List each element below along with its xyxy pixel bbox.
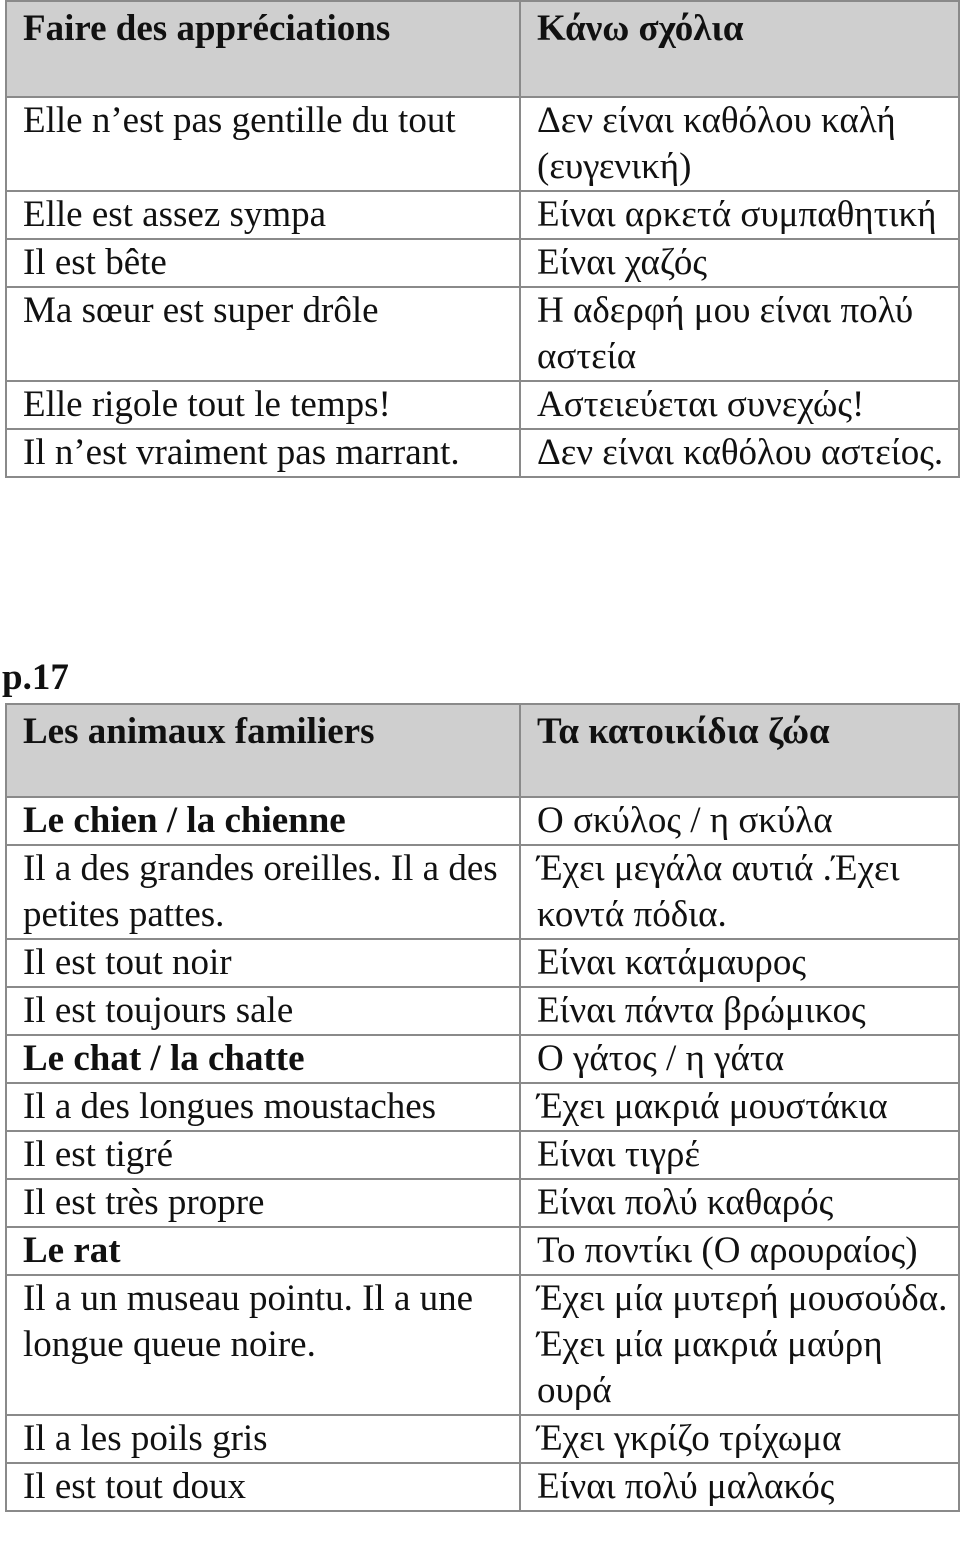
table-row-animal-heading — [6, 1227, 959, 1275]
greek-cell: Δεν είναι καθόλου αστείος. — [520, 429, 959, 477]
french-cell: Il est tigré — [6, 1131, 520, 1179]
french-cell: Le chien / la chienne — [6, 797, 520, 845]
table-row — [6, 1275, 959, 1415]
table-row — [6, 845, 959, 939]
greek-cell: Είναι κατάμαυρος — [520, 939, 959, 987]
greek-cell: Είναι πολύ μαλακός — [520, 1463, 959, 1511]
greek-cell: Είναι πολύ καθαρός — [520, 1179, 959, 1227]
greek-cell: Είναι χαζός — [520, 239, 959, 287]
vocab-table-appreciations — [5, 0, 960, 478]
table-row — [6, 97, 959, 191]
greek-cell: Έχει γκρίζο τρίχωμα — [520, 1415, 959, 1463]
french-cell: Elle n’est pas gentille du tout — [6, 97, 520, 191]
table-row — [6, 987, 959, 1035]
greek-cell: Ο σκύλος / η σκύλα — [520, 797, 959, 845]
french-cell: Il a les poils gris — [6, 1415, 520, 1463]
french-cell: Il est toujours sale — [6, 987, 520, 1035]
greek-cell: Είναι αρκετά συμπαθητική — [520, 191, 959, 239]
french-cell: Il est très propre — [6, 1179, 520, 1227]
french-cell: Le rat — [6, 1227, 520, 1275]
greek-cell: Δεν είναι καθόλου καλή (ευγενική) — [520, 97, 959, 191]
table-header-row — [6, 704, 959, 797]
table-row — [6, 191, 959, 239]
table-header-row — [6, 1, 959, 97]
french-cell: Le chat / la chatte — [6, 1035, 520, 1083]
table-row — [6, 1131, 959, 1179]
french-cell: Il est tout doux — [6, 1463, 520, 1511]
vocab-table-pets — [5, 703, 960, 1512]
french-cell: Elle rigole tout le temps! — [6, 381, 520, 429]
table-row — [6, 939, 959, 987]
table-row — [6, 1083, 959, 1131]
greek-cell: Το ποντίκι (Ο αρουραίος) — [520, 1227, 959, 1275]
french-cell: Il est tout noir — [6, 939, 520, 987]
french-cell: Il n’est vraiment pas marrant. — [6, 429, 520, 477]
greek-cell: Έχει μεγάλα αυτιά .Έχει κοντά πόδια. — [520, 845, 959, 939]
table-row — [6, 1415, 959, 1463]
table-row — [6, 381, 959, 429]
french-cell: Il a des grandes oreilles. Il a des petites pattes. — [6, 845, 520, 939]
greek-cell: Έχει μία μυτερή μουσούδα. Έχει μία μακριά μαύρη ουρά — [520, 1275, 959, 1415]
french-cell: Il a des longues moustaches — [6, 1083, 520, 1131]
table-row — [6, 287, 959, 381]
page-number-label: p.17 — [2, 657, 69, 698]
table-row — [6, 239, 959, 287]
table-row — [6, 429, 959, 477]
greek-cell: Είναι πάντα βρώμικος — [520, 987, 959, 1035]
table-row — [6, 1463, 959, 1511]
french-cell: Il a un museau pointu. Il a une longue queue noire. — [6, 1275, 520, 1415]
greek-cell: Είναι τιγρέ — [520, 1131, 959, 1179]
header-greek: Κάνω σχόλια — [520, 1, 959, 97]
greek-cell: Ο γάτος / η γάτα — [520, 1035, 959, 1083]
header-french: Les animaux familiers — [6, 704, 520, 797]
header-french: Faire des appréciations — [6, 1, 520, 97]
table-row-animal-heading — [6, 797, 959, 845]
greek-cell: Έχει μακριά μουστάκια — [520, 1083, 959, 1131]
french-cell: Il est bête — [6, 239, 520, 287]
french-cell: Ma sœur est super drôle — [6, 287, 520, 381]
greek-cell: Η αδερφή μου είναι πολύ αστεία — [520, 287, 959, 381]
table-row — [6, 1179, 959, 1227]
table-row-animal-heading — [6, 1035, 959, 1083]
greek-cell: Αστειεύεται συνεχώς! — [520, 381, 959, 429]
french-cell: Elle est assez sympa — [6, 191, 520, 239]
header-greek: Τα κατοικίδια ζώα — [520, 704, 959, 797]
